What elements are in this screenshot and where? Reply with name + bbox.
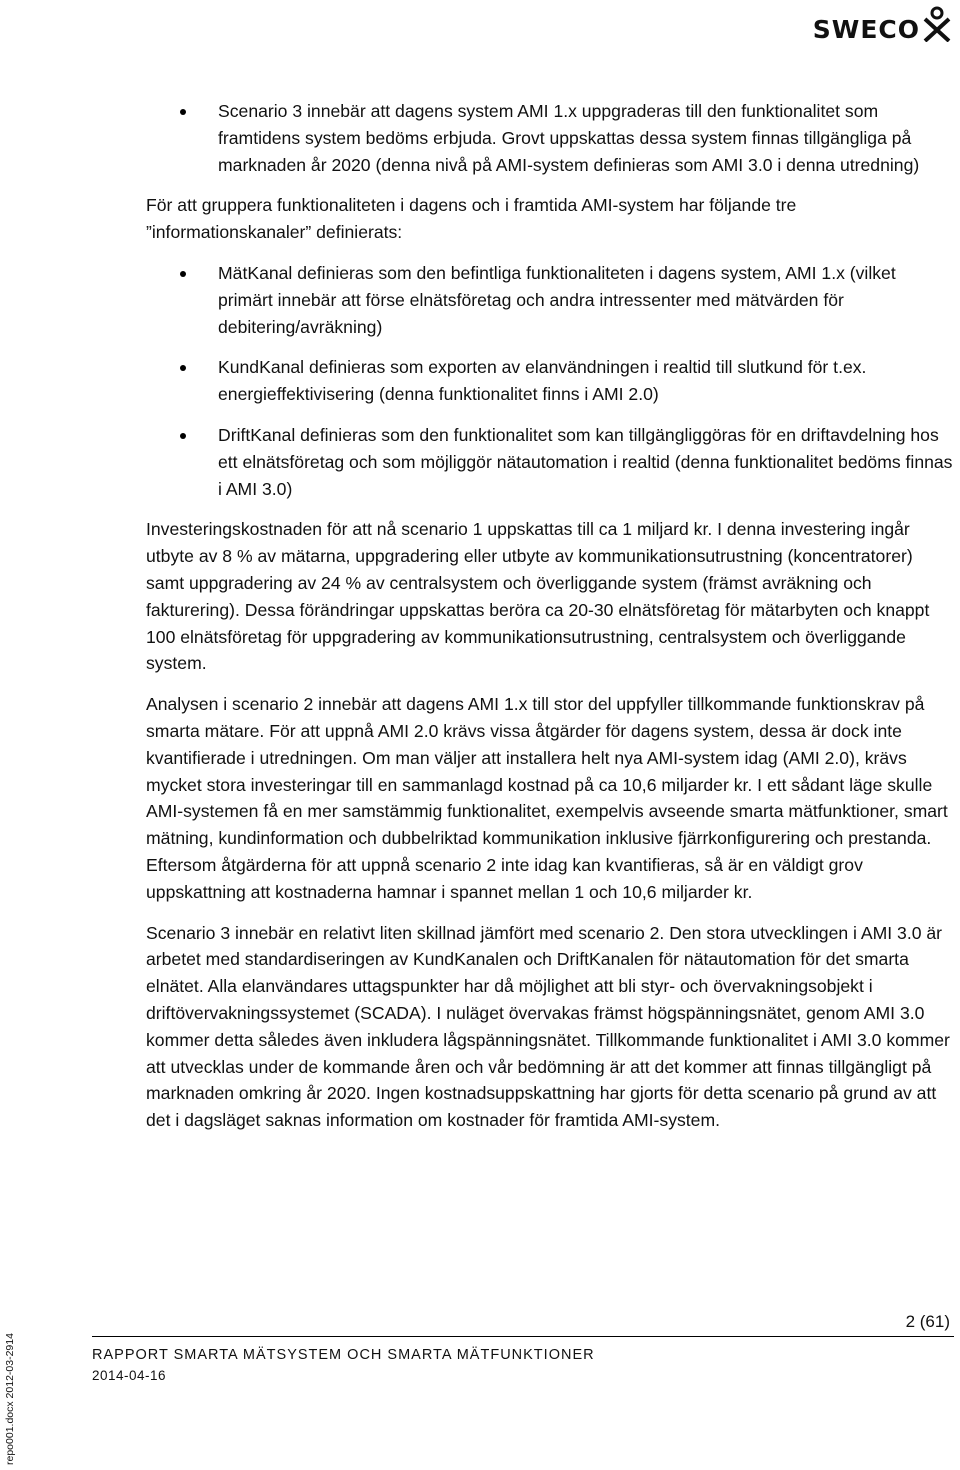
list-item xyxy=(146,422,954,502)
channel-bullet-list xyxy=(146,260,954,502)
sweco-logo xyxy=(813,6,952,42)
scenario-bullet-list xyxy=(146,98,954,178)
footer-divider xyxy=(92,1336,954,1337)
logo-text: SWECO xyxy=(812,15,920,44)
scenario-3-paragraph: Scenario 3 innebär en relativt liten skillnad jämfört med scenario 2. Den stora utvecklingen i AMI 3.0 är arbetet med standardiseringen av KundKanalen och DriftKanalen för nätautomation för det smarta elnätet. Alla elanvändares uttagspunkter har då möjlighet att bli styr- och övervakningsobjekt i driftövervakningssystemet (SCADA). I nuläget övervakas främst högspänningsnätet, genom AMI 3.0 kommer detta således även inkludera lågspänningsnätet. Tillkommande funktionalitet i AMI 3.0 kommer att utvecklas under de kommande åren och vår bedömning är att det kommer att finnas tillgängligt på marknaden omkring år 2020. Ingen kostnadsuppskattning har gjorts för detta scenario på grund av att det i dagsläget saknas information om kostnader för framtida AMI-system. xyxy=(146,922,950,1131)
list-item xyxy=(146,260,954,340)
bullet-icon xyxy=(180,271,186,277)
page-number: 2 (61) xyxy=(905,1312,950,1331)
page-footer xyxy=(92,1336,954,1383)
bullet-text: MätKanal definieras som den befintliga funktionaliteten i dagens system, AMI 1.x (vilket primärt innebär att förse elnätsföretag och andra intressenter med mätvärden för debitering/avräkning) xyxy=(218,262,896,337)
list-item xyxy=(146,98,954,178)
side-document-reference: repo001.docx 2012-03-2914 xyxy=(4,1333,16,1465)
bullet-icon xyxy=(180,365,186,371)
bullet-text: Scenario 3 innebär att dagens system AMI 1.x uppgraderas till den funktionalitet som framtidens system bedöms erbjuda. Grovt uppskattas dessa system finnas tillgängliga på marknaden år 2020 (denna nivå på AMI-system definieras som AMI 3.0 i denna utredning) xyxy=(218,101,920,175)
investment-paragraph: Investeringskostnaden för att nå scenario 1 uppskattas till ca 1 miljard kr. I denna investering ingår utbyte av 8 % av mätarna, uppgradering eller utbyte av kommunikationsutrustning (koncentratorer) samt uppgradering av 24 % av centralsystem och överliggande system (främst avräkning och fakturering). Dessa förändringar uppskattas beröra ca 20-30 elnätsföretag för mätarbyten och knappt 100 elnätsföretag för uppgradering av kommunikationsutrustning, centralsystem och överliggande system. xyxy=(146,519,930,674)
list-item xyxy=(146,354,954,408)
sweco-mark-icon xyxy=(922,6,952,42)
bullet-icon xyxy=(180,109,186,115)
bullet-text: DriftKanal definieras som den funktionalitet som kan tillgängliggöras för en driftavdelning hos ett elnätsföretag och som möjliggör nätautomation i realtid (denna funktionalitet bedöms finnas i AMI 3.0) xyxy=(218,424,953,499)
bullet-text: KundKanal definieras som exporten av elanvändningen i realtid till slutkund för t.ex. energieffektivisering (denna funktionalitet finns i AMI 2.0) xyxy=(218,357,867,405)
footer-report-title: RAPPORT SMARTA MÄTSYSTEM OCH SMARTA MÄTFUNKTIONER xyxy=(92,1347,595,1363)
footer-date: 2014-04-16 xyxy=(92,1368,167,1383)
document-body xyxy=(146,98,954,1148)
scenario-2-paragraph: Analysen i scenario 2 innebär att dagens AMI 1.x till stor del uppfyller tillkommande funktionskrav på smarta mätare. För att uppnå AMI 2.0 krävs vissa åtgärder för dagens system, dessa är dock inte kvantifierade i utredningen. Om man väljer att installera helt nya AMI-system idag (AMI 2.0), krävs mycket stora investeringar till en sammanlagd kostnad på ca 10,6 miljarder kr. I ett sådant läge skulle AMI-systemen få en mer samstämmig funktionalitet, exempelvis avseende smarta mätfunktioner, smart mätning, kundinformation och dubbelriktad kommunikation inklusive fjärrkonfigurering och prestanda. Eftersom åtgärderna för att uppnå scenario 2 inte idag kan kvantifieras, så är en väldigt grov uppskattning att kostnaderna hamnar i spannet mellan 1 och 10,6 miljarder kr. xyxy=(146,694,948,902)
intro-paragraph: För att gruppera funktionaliteten i dagens och i framtida AMI-system har följande tre ”informationskanaler” definierats: xyxy=(146,195,797,243)
bullet-icon xyxy=(180,433,186,439)
